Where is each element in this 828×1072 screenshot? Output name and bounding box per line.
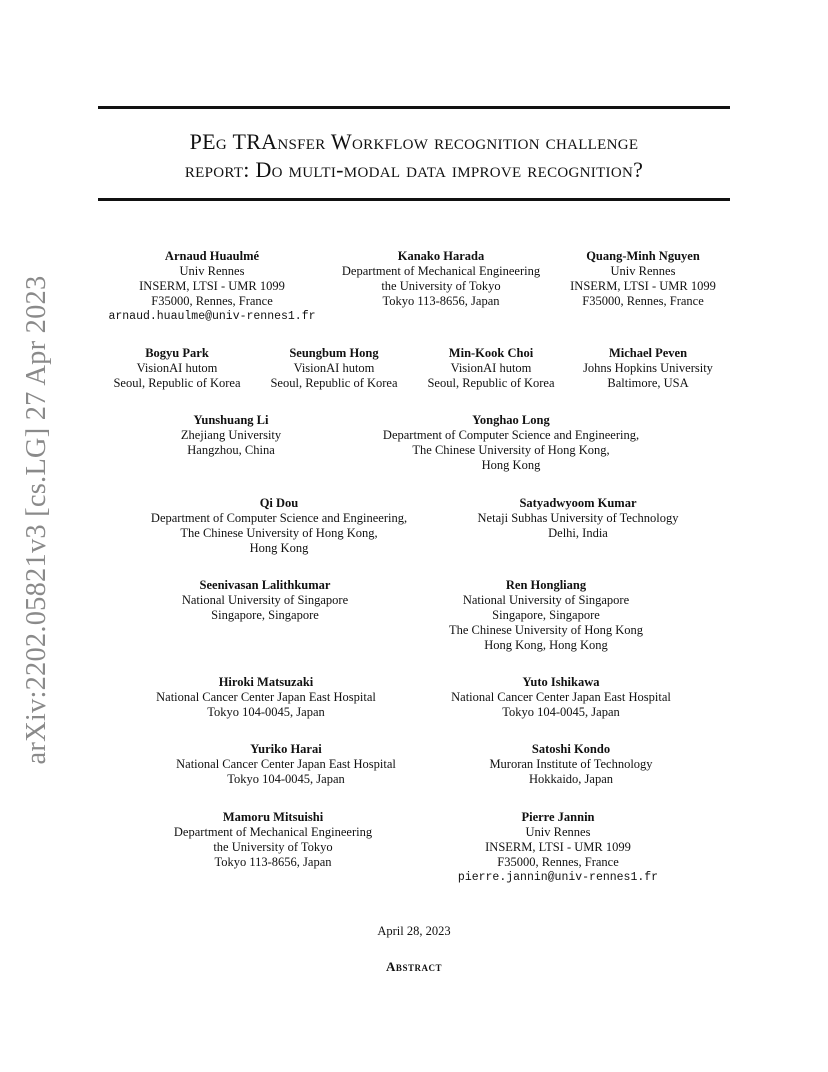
author-address: Singapore, Singapore [211, 608, 319, 622]
author-affiliation: Zhejiang University [180, 428, 282, 442]
author-affiliation: Univ Rennes [525, 825, 591, 839]
author-email[interactable]: pierre.jannin@univ-rennes1.fr [457, 871, 659, 884]
author-affiliation: INSERM, LTSI - UMR 1099 [139, 279, 285, 293]
author-address: Singapore, Singapore [492, 608, 600, 622]
author-address: Tokyo 113-8656, Japan [382, 294, 500, 308]
author-address: Seoul, Republic of Korea [113, 376, 241, 390]
author-name: Hiroki Matsuzaki [218, 675, 314, 689]
author-block [108, 249, 315, 324]
author-affiliation: VisionAI hutom [450, 361, 532, 375]
author-affiliation: Department of Mechanical Engineering [173, 825, 373, 839]
author-address: F35000, Rennes, France [151, 294, 273, 308]
author-block [458, 810, 658, 885]
author-block [342, 249, 540, 309]
author-block [451, 675, 671, 720]
author-affiliation: Muroran Institute of Technology [489, 757, 653, 771]
author-block [181, 413, 281, 458]
author-block [478, 496, 679, 541]
author-block [176, 742, 396, 787]
author-affiliation: INSERM, LTSI - UMR 1099 [570, 279, 716, 293]
author-block [570, 249, 716, 309]
author-block [182, 578, 348, 623]
author-block [427, 346, 554, 391]
author-affiliation: VisionAI hutom [136, 361, 218, 375]
title-line-2: report: Do multi-modal data improve recognition? [184, 157, 644, 182]
author-address: Seoul, Republic of Korea [427, 376, 555, 390]
arxiv-identifier[interactable]: arXiv:2202.05821v3 [cs.LG] 27 Apr 2023 [21, 275, 52, 765]
author-affiliation: Department of Mechanical Engineering [341, 264, 541, 278]
author-block [151, 496, 407, 556]
author-email[interactable]: arnaud.huaulme@univ-rennes1.fr [108, 310, 316, 323]
author-address: Hangzhou, China [187, 443, 275, 457]
author-name: Yunshuang Li [193, 413, 269, 427]
title-rule-bottom [98, 198, 730, 201]
author-name: Seungbum Hong [289, 346, 379, 360]
author-address: Tokyo 104-0045, Japan [502, 705, 620, 719]
author-address: F35000, Rennes, France [497, 855, 619, 869]
author-address: Delhi, India [548, 526, 608, 540]
author-address: F35000, Rennes, France [582, 294, 704, 308]
author-address: Seoul, Republic of Korea [270, 376, 398, 390]
author-affiliation: National Cancer Center Japan East Hospital [176, 757, 396, 771]
author-address: Baltimore, USA [607, 376, 689, 390]
author-affiliation: Department of Computer Science and Engineering, [150, 511, 408, 525]
author-name: Yuto Ishikawa [522, 675, 600, 689]
abstract-heading: Abstract [386, 959, 442, 974]
author-affiliation: the University of Tokyo [381, 279, 501, 293]
title-rule-top [98, 106, 730, 109]
author-affiliation: The Chinese University of Hong Kong, [180, 526, 378, 540]
author-name: Pierre Jannin [521, 810, 595, 824]
author-affiliation: INSERM, LTSI - UMR 1099 [485, 840, 631, 854]
author-name: Ren Hongliang [505, 578, 587, 592]
author-name: Quang-Minh Nguyen [586, 249, 700, 263]
author-affiliation: The Chinese University of Hong Kong, [412, 443, 610, 457]
author-block [383, 413, 639, 473]
author-name: Qi Dou [259, 496, 299, 510]
author-affiliation: National Cancer Center Japan East Hospital [156, 690, 376, 704]
author-affiliation: Univ Rennes [179, 264, 245, 278]
author-affiliation: VisionAI hutom [293, 361, 375, 375]
author-affiliation: Univ Rennes [610, 264, 676, 278]
author-block [489, 742, 652, 787]
author-affiliation: National University of Singapore [181, 593, 349, 607]
author-block [583, 346, 713, 391]
author-block [174, 810, 372, 870]
author-name: Min-Kook Choi [448, 346, 534, 360]
author-block [270, 346, 397, 391]
author-address: Hong Kong [249, 541, 309, 555]
author-name: Arnaud Huaulmé [164, 249, 260, 263]
author-address: Hong Kong [481, 458, 541, 472]
author-name: Yuriko Harai [250, 742, 322, 756]
author-address: Tokyo 104-0045, Japan [227, 772, 345, 786]
author-name: Yonghao Long [472, 413, 550, 427]
paper-date: April 28, 2023 [377, 924, 451, 938]
author-address: Tokyo 104-0045, Japan [207, 705, 325, 719]
author-affiliation: Netaji Subhas University of Technology [477, 511, 679, 525]
author-affiliation: Department of Computer Science and Engineering, [382, 428, 640, 442]
author-block [113, 346, 240, 391]
author-address: Tokyo 113-8656, Japan [214, 855, 332, 869]
author-affiliation: the University of Tokyo [213, 840, 333, 854]
title-line-1: PEg TRAnsfer Workflow recognition challenge [189, 129, 639, 154]
author-name: Satyadwyoom Kumar [519, 496, 637, 510]
author-affiliation: Johns Hopkins University [583, 361, 713, 375]
author-block [449, 578, 643, 653]
author-address: Hokkaido, Japan [528, 772, 614, 786]
author-name: Kanako Harada [397, 249, 485, 263]
author-name: Seenivasan Lalithkumar [199, 578, 331, 592]
author-affiliation: National Cancer Center Japan East Hospital [451, 690, 671, 704]
author-name: Bogyu Park [145, 346, 209, 360]
author-affiliation: National University of Singapore [462, 593, 630, 607]
author-block [156, 675, 376, 720]
paper-title [98, 128, 730, 184]
author-address: Hong Kong, Hong Kong [484, 638, 608, 652]
author-name: Satoshi Kondo [531, 742, 611, 756]
author-name: Michael Peven [608, 346, 688, 360]
author-affiliation: The Chinese University of Hong Kong [448, 623, 644, 637]
author-name: Mamoru Mitsuishi [222, 810, 324, 824]
